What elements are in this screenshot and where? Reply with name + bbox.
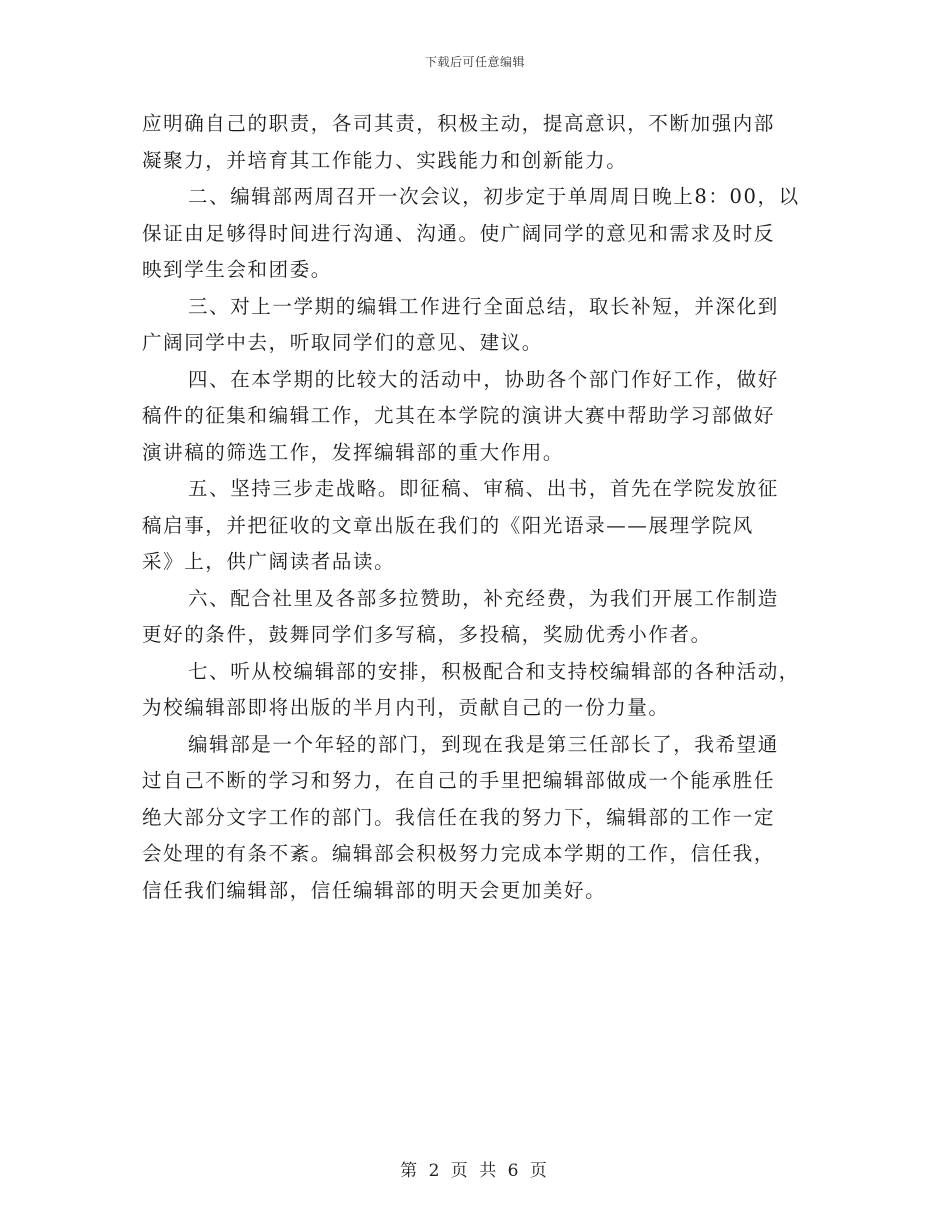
body-line: 为校编辑部即将出版的半月内刊，贡献自己的一份力量。 (142, 696, 670, 719)
body-line: 更好的条件，鼓舞同学们多写稿，多投稿，奖励优秀小作者。 (142, 623, 712, 646)
body-line: 稿件的征集和编辑工作，尤其在本学院的演讲大赛中帮助学习部做好 (142, 404, 776, 427)
body-line: 采》上，供广阔读者品读。 (142, 550, 396, 573)
footer-prefix: 第 (400, 1161, 421, 1181)
body-line: 应明确自己的职责，各司其责，积极主动，提高意识，不断加强内部 (142, 112, 776, 135)
body-line: 演讲稿的筛选工作，发挥编辑部的重大作用。 (142, 440, 565, 464)
body-line: 凝聚力，并培育其工作能力、实践能力和创新能力。 (142, 148, 628, 172)
body-line: 信任我们编辑部，信任编辑部的明天会更加美好。 (142, 878, 607, 902)
body-line: 五、坚持三步走战略。即征稿、审稿、出书，首先在学院发放征 (188, 477, 779, 500)
footer-current-page: 2 (428, 1161, 443, 1181)
header-text: 下载后可任意编辑 (424, 55, 525, 69)
page-header (0, 53, 950, 70)
page-footer (0, 1156, 950, 1181)
body-line: 七、听从校编辑部的安排，积极配合和支持校编辑部的各种活动， (188, 659, 800, 683)
document-body (142, 106, 817, 909)
body-line: 会处理的有条不紊。编辑部会积极努力完成本学期的工作，信任我， (142, 842, 776, 865)
body-line: 编辑部是一个年轻的部门，到现在我是第三任部长了，我希望通 (188, 732, 779, 756)
footer-middle: 页 共 (450, 1161, 500, 1181)
body-line: 广阔同学中去，听取同学们的意见、建议。 (142, 331, 543, 354)
body-line: 六、配合社里及各部多拉赞助，补充经费，为我们开展工作制造 (188, 586, 779, 610)
body-line: 稿启事，并把征收的文章出版在我们的《阳光语录——展理学院风 (142, 513, 754, 537)
body-line: 二、编辑部两周召开一次会议，初步定于单周周日晚上8：00，以 (188, 185, 800, 208)
body-line: 保证由足够得时间进行沟通、沟通。使广阔同学的意见和需求及时反 (142, 221, 776, 245)
body-line: 四、在本学期的比较大的活动中，协助各个部门作好工作，做好 (188, 367, 779, 391)
body-line: 过自己不断的学习和努力，在自己的手里把编辑部做成一个能承胜任 (142, 769, 776, 792)
body-line: 三、对上一学期的编辑工作进行全面总结，取长补短，并深化到 (188, 294, 779, 318)
body-line: 绝大部分文字工作的部门。我信任在我的努力下，编辑部的工作一定 (142, 805, 776, 829)
body-line: 映到学生会和团委。 (142, 258, 332, 281)
footer-suffix: 页 (529, 1161, 550, 1181)
footer-total-pages: 6 (507, 1161, 522, 1181)
